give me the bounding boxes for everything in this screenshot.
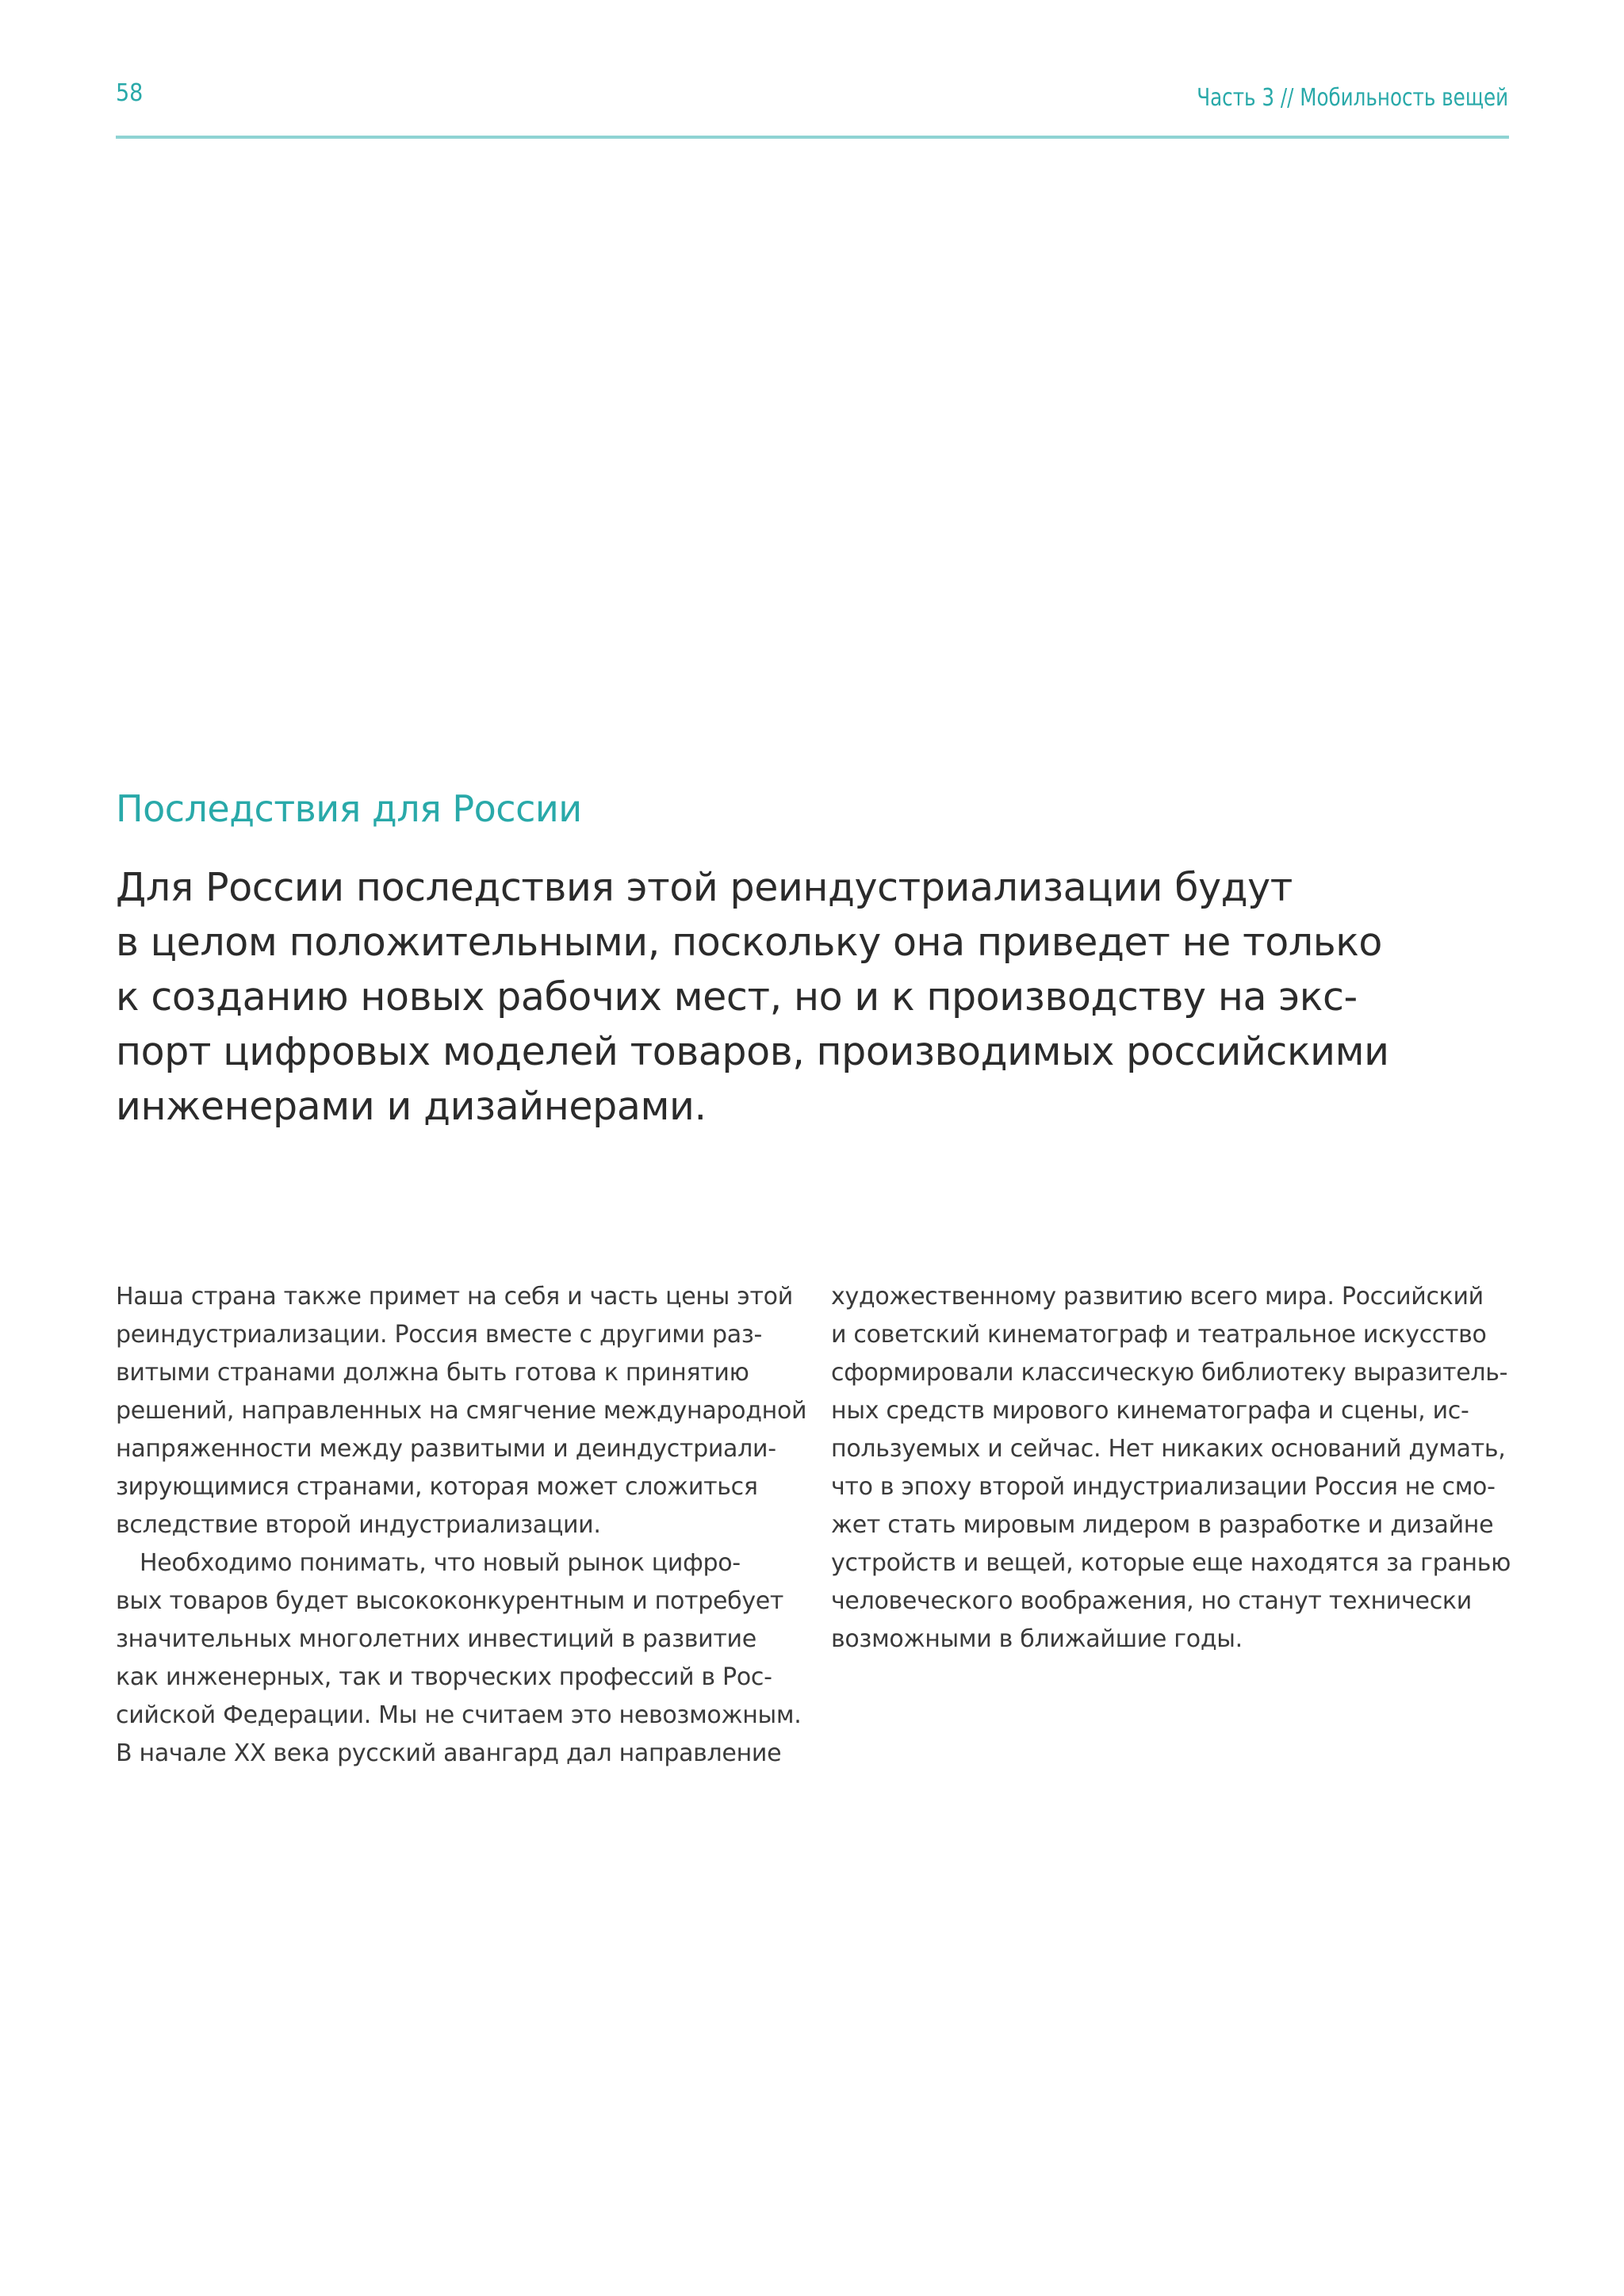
body-line: как инженерных, так и творческих профессий в Рос- [116, 1663, 772, 1691]
body-column-left [116, 1278, 806, 1773]
body-line: человеческого воображения, но станут технически [831, 1587, 1472, 1615]
body-line: реиндустриализации. Россия вместе с другими раз- [116, 1321, 763, 1349]
body-line: витыми странами должна быть готова к принятию [116, 1359, 749, 1387]
body-line: что в эпоху второй индустриализации Россия не смо- [831, 1473, 1496, 1501]
body-line: сийской Федерации. Мы не считаем это невозможным. [116, 1701, 802, 1729]
body-line: жет стать мировым лидером в разработке и дизайне [831, 1511, 1494, 1539]
body-line: сформировали классическую библиотеку выразитель- [831, 1359, 1508, 1387]
body-line: пользуемых и сейчас. Нет никаких оснований думать, [831, 1435, 1506, 1463]
lead-line: к созданию новых рабочих мест, но и к производству на экс- [116, 974, 1358, 1020]
body-column-right [831, 1278, 1513, 1659]
lead-line: Для России последствия этой реиндустриализации будут [116, 865, 1293, 910]
lead-paragraph [116, 860, 1416, 1134]
body-line: Наша страна также примет на себя и часть цены этой [116, 1283, 793, 1311]
lead-line: в целом положительными, поскольку она приведет не только [116, 920, 1382, 965]
body-line: устройств и вещей, которые еще находятся за гранью [831, 1549, 1511, 1577]
section-title: Последствия для России [116, 787, 582, 830]
lead-line: инженерами и дизайнерами. [116, 1084, 707, 1129]
running-header: Часть 3 // Мобильность вещей [1197, 84, 1508, 112]
body-line: Необходимо понимать, что новый рынок цифро- [140, 1549, 741, 1577]
page-number: 58 [116, 79, 144, 107]
body-line: решений, направленных на смягчение международной [116, 1397, 807, 1425]
lead-line: порт цифровых моделей товаров, производимых российскими [116, 1029, 1389, 1074]
body-line: ных средств мирового кинематографа и сцены, ис- [831, 1397, 1469, 1425]
body-line: возможными в ближайшие годы. [831, 1625, 1243, 1653]
body-line: В начале XX века русский авангард дал направление [116, 1739, 782, 1767]
body-line: значительных многолетних инвестиций в развитие [116, 1625, 756, 1653]
body-line: зирующимися странами, которая может сложиться [116, 1473, 758, 1501]
body-line: вследствие второй индустриализации. [116, 1511, 601, 1539]
body-line: напряженности между развитыми и деиндустриали- [116, 1435, 776, 1463]
header-divider [116, 136, 1509, 139]
body-line: и советский кинематограф и театральное искусство [831, 1321, 1487, 1349]
body-line: художественному развитию всего мира. Российский [831, 1283, 1484, 1311]
body-line: вых товаров будет высококонкурентным и потребует [116, 1587, 784, 1615]
